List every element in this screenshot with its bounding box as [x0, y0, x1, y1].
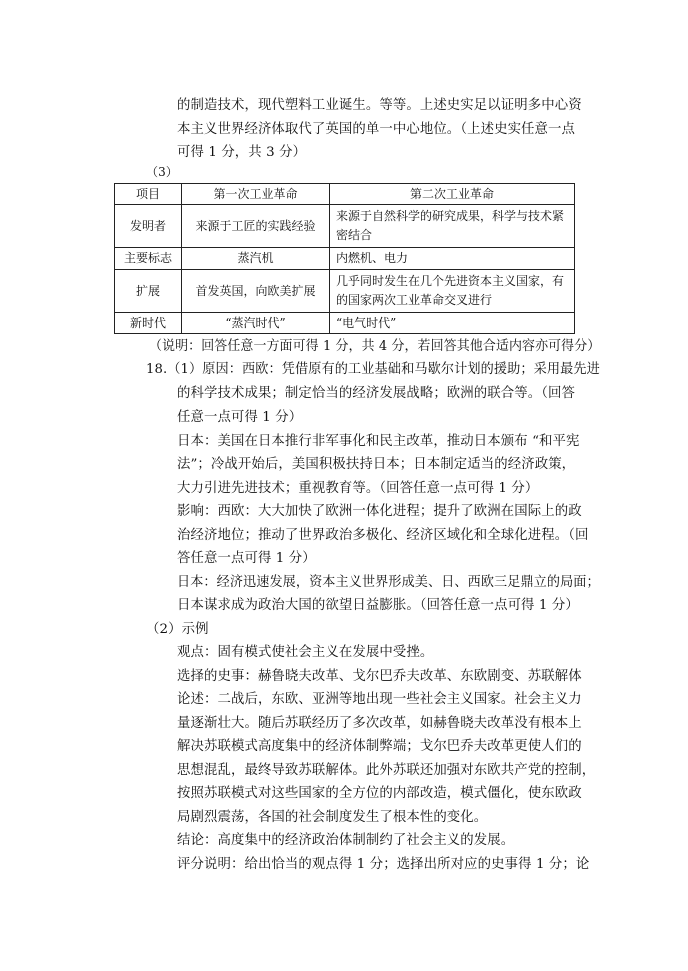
- q18-line-21: 结论：高度集中的经济政治体制制约了社会主义的发展。: [177, 833, 515, 848]
- table-cell: “电气时代”: [330, 313, 575, 334]
- table-header-row: [115, 184, 575, 205]
- q18-line-13: 观点：固有模式使社会主义在发展中受挫。: [177, 645, 434, 660]
- q18-line-14: 选择的史事：赫鲁晓夫改革、戈尔巴乔夫改革、东欧剧变、苏联解体: [177, 669, 582, 684]
- table-cell: 发明者: [115, 205, 182, 248]
- q18-line-1: 18.（1）原因：西欧：凭借原有的工业基础和马歇尔计划的援助；采用最先进: [146, 362, 600, 377]
- q18-line-4: 日本：美国在日本推行非军事化和民主改革，推动日本颁布 “和平宪: [177, 434, 580, 449]
- industrial-revolution-table: [114, 183, 575, 334]
- table-row: [115, 313, 575, 334]
- table-header-cell: 第一次工业革命: [182, 184, 330, 205]
- q18-line-7: 影响：西欧：大大加快了欧洲一体化进程；提升了欧洲在国际上的政: [177, 504, 582, 519]
- q18-line-5: 法”；冷战开始后，美国积极扶持日本；日本制定适当的经济政策，: [177, 457, 576, 472]
- table-row: [115, 205, 575, 248]
- text-line-1: 的制造技术，现代塑料工业诞生。等等。上述史实足以证明多中心资: [177, 98, 582, 113]
- table-cell: 来源于自然科学的研究成果，科学与技术紧密结合: [330, 205, 575, 248]
- q18-line-8: 治经济地位；推动了世界政治多极化、经济区域化和全球化进程。（回: [177, 528, 589, 543]
- table-cell: 蒸汽机: [182, 248, 330, 270]
- text-line-2: 本主义世界经济体取代了英国的单一中心地位。（上述史实任意一点: [177, 122, 576, 137]
- q18-line-20: 局剧烈震荡，各国的社会制度发生了根本性的变化。: [177, 810, 488, 825]
- table-cell: “蒸汽时代”: [182, 313, 330, 334]
- q18-line-19: 按照苏联模式对这些国家的全方位的内部改造，模式僵化，使东欧政: [177, 786, 582, 801]
- subquestion-3-label: （3）: [146, 165, 178, 179]
- q18-line-16: 量逐渐壮大。随后苏联经历了多次改革，如赫鲁晓夫改革没有根本上: [177, 716, 582, 731]
- q18-line-22: 评分说明：给出恰当的观点得 1 分；选择出所对应的史事得 1 分；论: [177, 857, 590, 872]
- table-cell: 来源于工匠的实践经验: [182, 205, 330, 248]
- table-row: [115, 270, 575, 313]
- text-line-3: 可得 1 分，共 3 分）: [177, 145, 307, 160]
- q18-line-6: 大力引进先进技术；重视教育等。（回答任意一点可得 1 分）: [177, 481, 539, 496]
- table-cell: 内燃机、电力: [330, 248, 575, 270]
- q18-line-2: 的科学技术成果；制定恰当的经济发展战略；欧洲的联合等。（回答: [177, 386, 576, 401]
- q18-line-3: 任意一点可得 1 分）: [177, 410, 303, 425]
- scoring-note: （说明：回答任意一方面可得 1 分，共 4 分，若回答其他合适内容亦可得分）: [149, 339, 601, 354]
- table-row: [115, 248, 575, 270]
- table-cell: 新时代: [115, 313, 182, 334]
- q18-line-12: （2）示例: [146, 622, 209, 637]
- q18-line-15: 论述：二战后，东欧、亚洲等地出现一些社会主义国家。社会主义力: [177, 692, 582, 707]
- table-cell: 扩展: [115, 270, 182, 313]
- table-cell: 主要标志: [115, 248, 182, 270]
- q18-line-11: 日本谋求成为政治大国的欲望日益膨胀。（回答任意一点可得 1 分）: [177, 598, 579, 613]
- q18-line-18: 思想混乱，最终导致苏联解体。此外苏联还加强对东欧共产党的控制，: [177, 763, 596, 778]
- table-header-cell: 项目: [115, 184, 182, 205]
- q18-line-17: 解决苏联模式高度集中的经济体制弊端；戈尔巴乔夫改革更使人们的: [177, 739, 582, 754]
- table-cell: 首发英国，向欧美扩展: [182, 270, 330, 313]
- q18-line-9: 答任意一点可得 1 分）: [177, 551, 316, 566]
- table-cell: 几乎同时发生在几个先进资本主义国家，有的国家两次工业革命交叉进行: [330, 270, 575, 313]
- table-header-cell: 第二次工业革命: [330, 184, 575, 205]
- q18-line-10: 日本：经济迅速发展，资本主义世界形成美、日、西欧三足鼎立的局面；: [177, 575, 600, 590]
